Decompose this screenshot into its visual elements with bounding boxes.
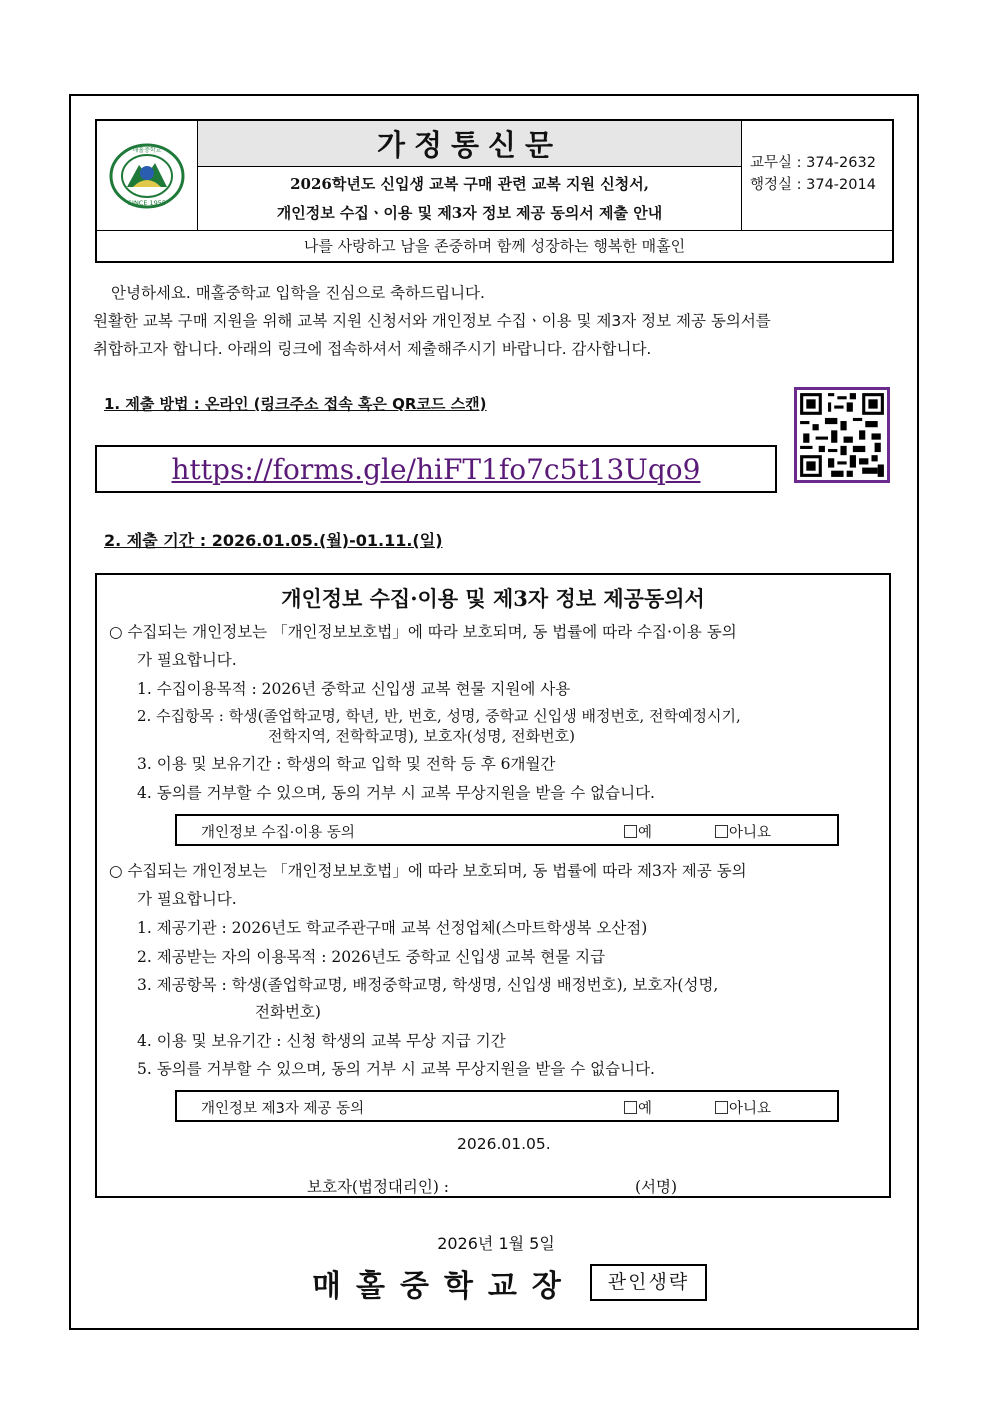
intro-paragraph xyxy=(93,279,903,363)
agree-label-collection: 개인정보 수집·이용 동의 xyxy=(201,825,355,841)
part1-item-2b: 전학지역, 전학학교명), 보호자(성명, 전화번호) xyxy=(268,727,575,745)
part1-intro-2: 가 필요합니다. xyxy=(137,651,237,669)
page-title: 가정통신문 xyxy=(198,121,741,167)
part1-item-1: 1. 수집이용목적 : 2026년 중학교 신입생 교복 현물 지원에 사용 xyxy=(137,680,571,698)
part2-intro-1: ○ 수집되는 개인정보는 「개인정보보호법」에 따라 보호되며, 동 법률에 따라 제3자 제공 동의 xyxy=(109,862,747,880)
part2-intro-2: 가 필요합니다. xyxy=(137,890,237,908)
intro-line-1: 안녕하세요. 매홀중학교 입학을 진심으로 축하드립니다. xyxy=(111,284,485,302)
phone-cell xyxy=(741,121,892,230)
consent-title: 개인정보 수집·이용 및 제3자 정보 제공동의서 xyxy=(281,586,705,611)
checkbox-icon[interactable] xyxy=(715,1101,728,1114)
principal-name: 매홀중학교장 xyxy=(312,1269,576,1304)
signature-label: (서명) xyxy=(635,1178,678,1196)
part1-item-3: 3. 이용 및 보유기간 : 학생의 학교 입학 및 전학 등 후 6개월간 xyxy=(137,755,556,773)
intro-line-2: 원활한 교복 구매 지원을 위해 교복 지원 신청서와 개인정보 수집ㆍ이용 및 제3자 정보 제공 동의서를 xyxy=(93,312,771,330)
slogan: 나를 사랑하고 남을 존중하며 함께 성장하는 행복한 매홀인 xyxy=(97,230,892,261)
checkbox-icon[interactable] xyxy=(715,825,728,838)
qr-pattern xyxy=(797,390,887,480)
part2-item-3a: 3. 제공항목 : 학생(졸업학교명, 배정중학교명, 학생명, 신입생 배정번호), 보호자(성명, xyxy=(137,976,719,994)
agree-box-collection xyxy=(175,814,839,846)
footer-date: 2026년 1월 5일 xyxy=(437,1234,555,1253)
agree-yes-third-party[interactable] xyxy=(624,1097,652,1118)
consent-form xyxy=(95,573,891,1198)
qr-code-icon xyxy=(794,387,890,483)
yes-label: 예 xyxy=(638,1101,653,1117)
agree-no-collection[interactable] xyxy=(715,821,771,842)
no-label: 아니요 xyxy=(729,1101,772,1117)
phone-admin: 행정실 : 374-2014 xyxy=(750,177,876,193)
subtitle-line-2: 개인정보 수집ㆍ이용 및 제3자 정보 제공 동의서 제출 안내 xyxy=(276,204,663,222)
yes-label: 예 xyxy=(638,825,653,841)
logo-text-bottom: SINCE 1955 xyxy=(127,199,167,207)
part1-item-2a: 2. 수집항목 : 학생(졸업학교명, 학년, 반, 번호, 성명, 중학교 신입생 배정번호, 전학예정시기, xyxy=(137,707,741,725)
seal-omitted: 관인생략 xyxy=(590,1264,707,1301)
link-box xyxy=(95,445,777,493)
part2-item-5: 5. 동의를 거부할 수 있으며, 동의 거부 시 교복 무상지원을 받을 수 없습니다. xyxy=(137,1060,655,1078)
section-1-heading: 1. 제출 방법 : 온라인 (링크주소 접속 혹은 QR코드 스캔) xyxy=(104,395,487,413)
checkbox-icon[interactable] xyxy=(624,1101,637,1114)
logo-cell xyxy=(97,121,198,230)
checkbox-icon[interactable] xyxy=(624,825,637,838)
part2-item-3b: 전화번호) xyxy=(255,1003,321,1021)
consent-date: 2026.01.05. xyxy=(457,1135,551,1153)
phone-office: 교무실 : 374-2632 xyxy=(750,155,876,171)
guardian-label: 보호자(법정대리인) : xyxy=(307,1178,450,1196)
part2-item-4: 4. 이용 및 보유기간 : 신청 학생의 교복 무상 지급 기간 xyxy=(137,1032,506,1050)
school-logo-icon xyxy=(109,143,185,209)
subtitle xyxy=(198,167,741,230)
form-link[interactable]: https://forms.gle/hiFT1fo7c5t13Uqo9 xyxy=(171,452,701,486)
part1-item-4: 4. 동의를 거부할 수 있으며, 동의 거부 시 교복 무상지원을 받을 수 없습니다. xyxy=(137,784,655,802)
part2-item-2: 2. 제공받는 자의 이용목적 : 2026년도 중학교 신입생 교복 현물 지급 xyxy=(137,948,606,966)
logo-text-top: 매홀중학교 xyxy=(132,147,162,154)
no-label: 아니요 xyxy=(729,825,772,841)
agree-box-third-party xyxy=(175,1090,839,1122)
subtitle-line-1: 2026학년도 신입생 교복 구매 관련 교복 지원 신청서, xyxy=(290,175,649,193)
agree-label-third-party: 개인정보 제3자 제공 동의 xyxy=(201,1101,365,1117)
agree-no-third-party[interactable] xyxy=(715,1097,771,1118)
header-table xyxy=(95,119,894,263)
part1-intro-1: ○ 수집되는 개인정보는 「개인정보보호법」에 따라 보호되며, 동 법률에 따라 수집·이용 동의 xyxy=(109,623,737,641)
section-2-heading: 2. 제출 기간 : 2026.01.05.(월)-01.11.(일) xyxy=(104,531,443,550)
intro-line-3: 취합하고자 합니다. 아래의 링크에 접속하셔서 제출해주시기 바랍니다. 감사합니다. xyxy=(93,340,652,358)
agree-yes-collection[interactable] xyxy=(624,821,652,842)
part2-item-1: 1. 제공기관 : 2026년도 학교주관구매 교복 선정업체(스마트학생복 오산점) xyxy=(137,919,648,937)
